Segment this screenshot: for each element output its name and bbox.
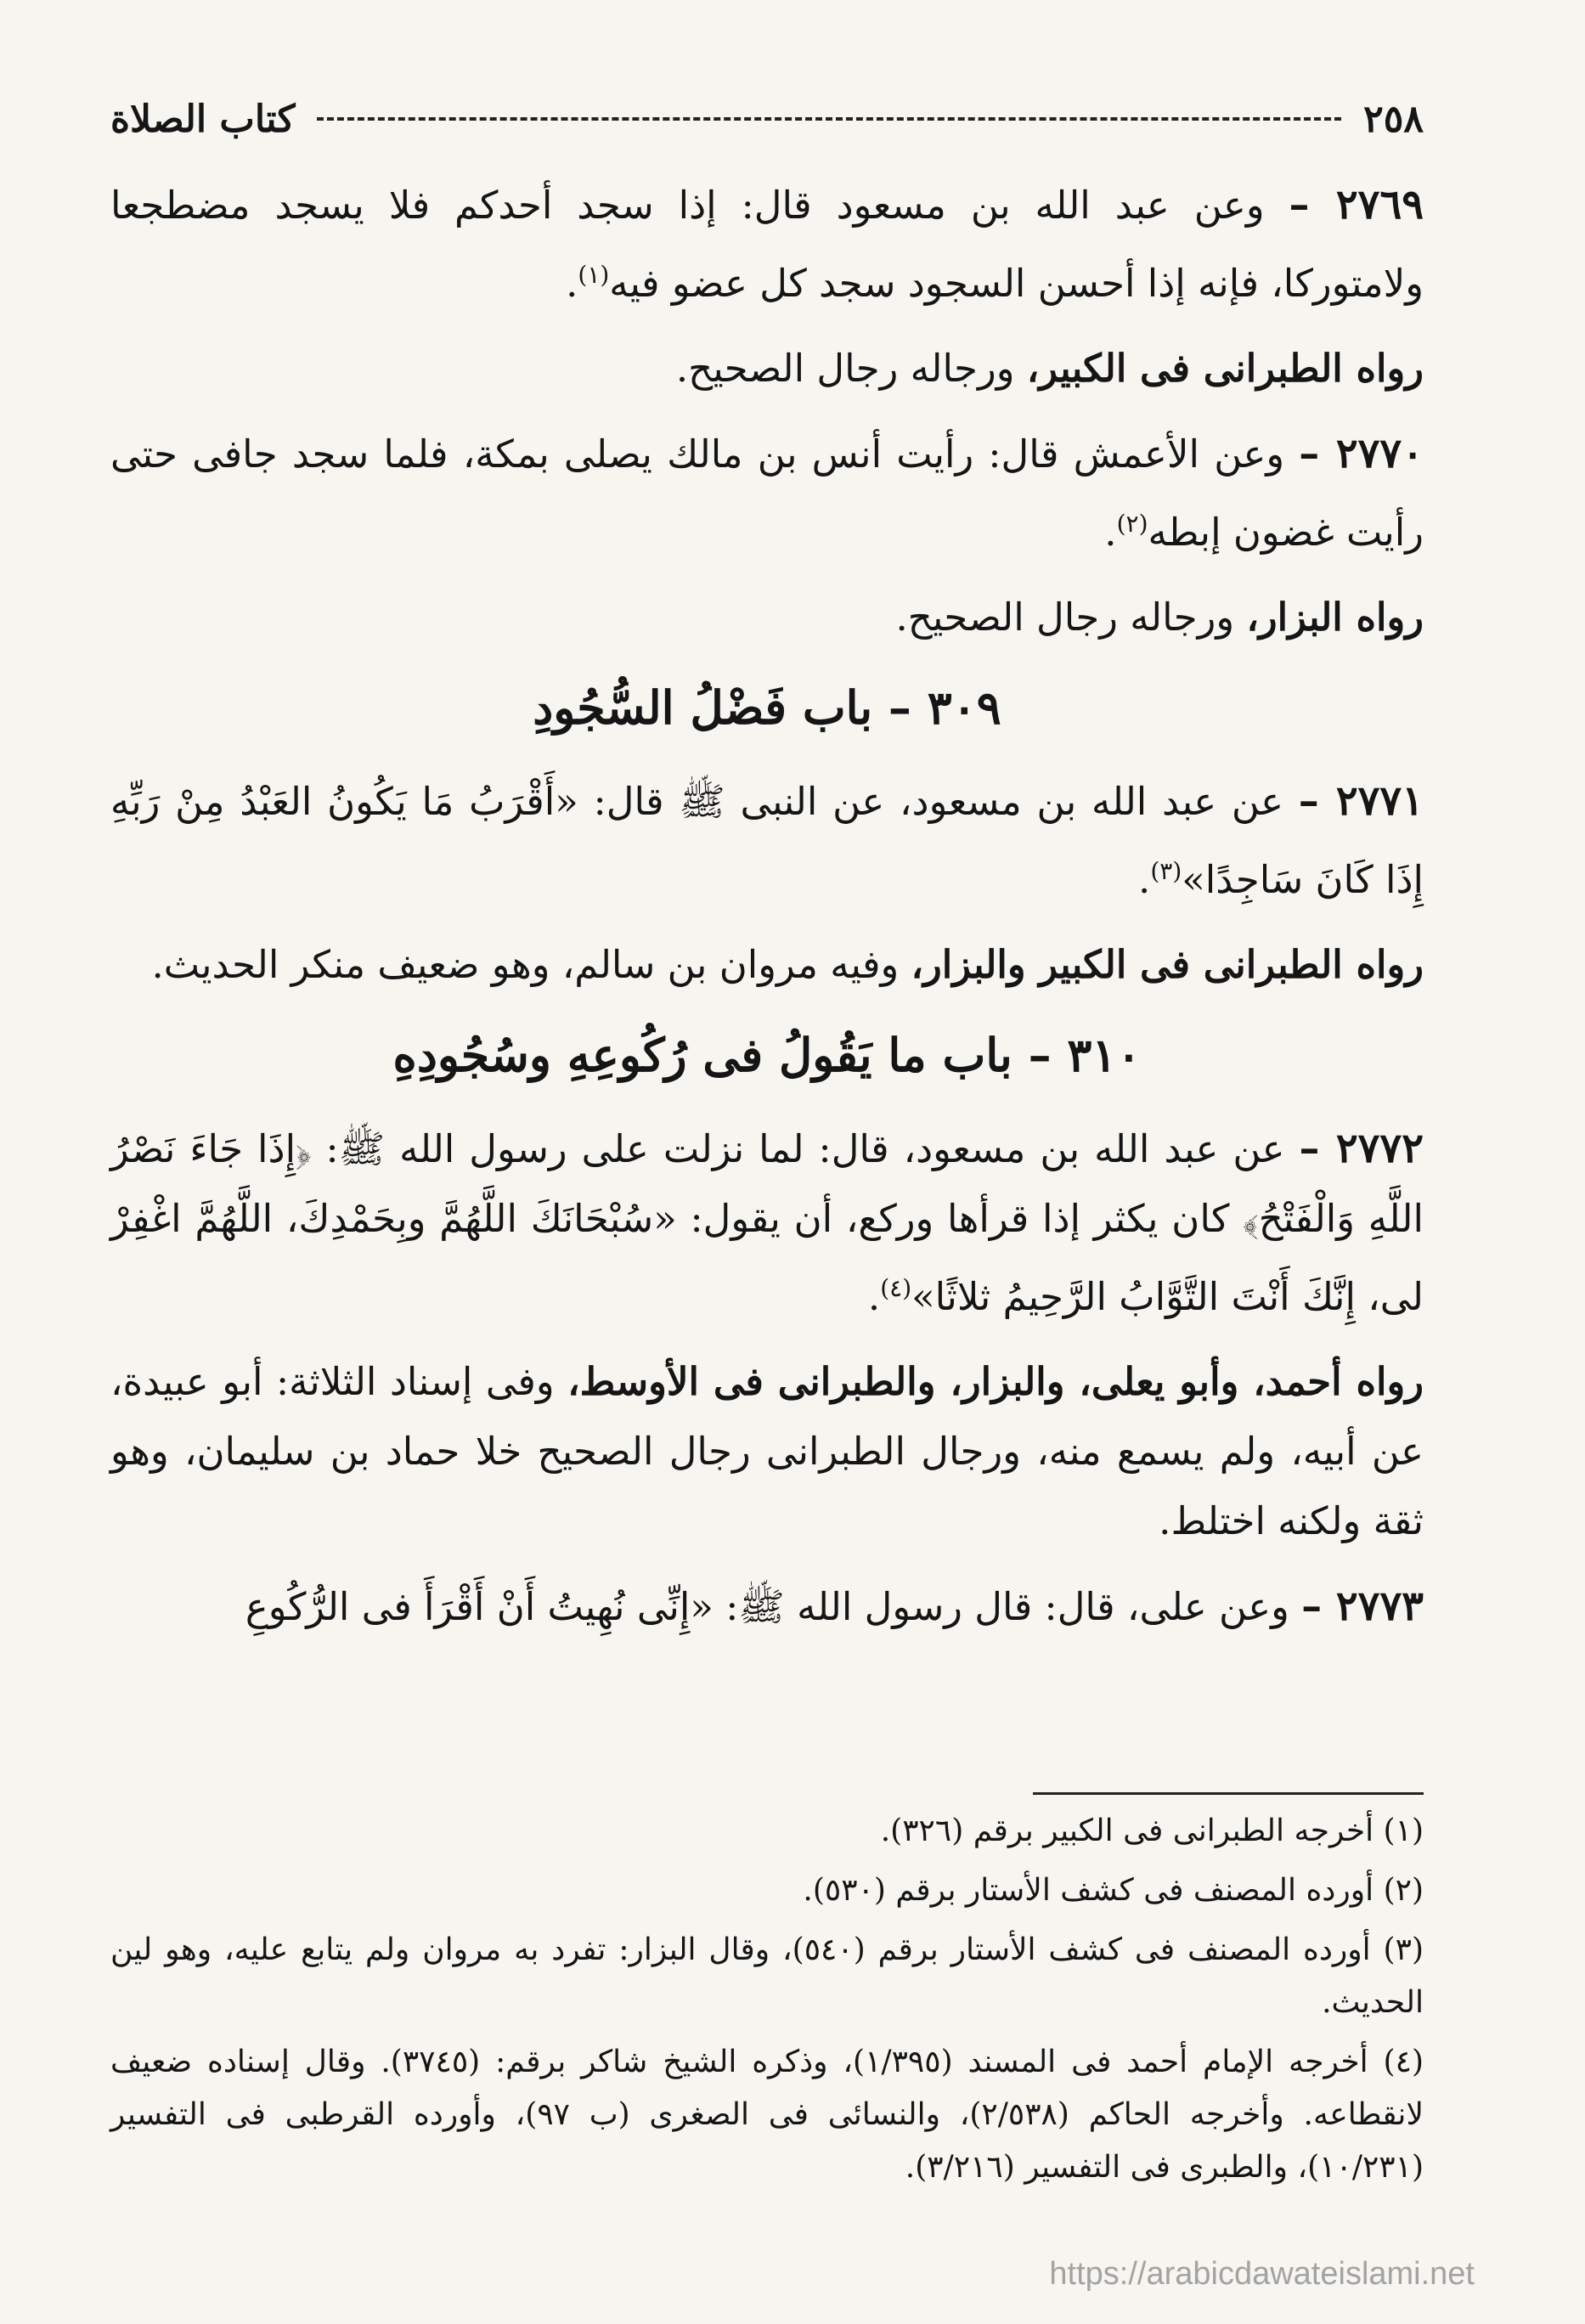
header-dashed-rule xyxy=(317,117,1341,121)
watermark-url: https://arabicdawateislami.net xyxy=(1049,2256,1475,2292)
hadith-2772: ٢٧٧٢ – عن عبد الله بن مسعود، قال: لما نزلت على رسول الله ﷺ: ﴿إِذَا جَاءَ نَصْرُ اللَّهِ وَالْفَتْحُ﴾ كان يكثر إذا قرأها وركع، أن يقول: «سُبْحَانَكَ اللَّهُمَّ وبِحَمْدِكَ، اللَّهُمَّ اغْفِرْ لى، إِنَّكَ أَنْتَ التَّوَّابُ الرَّحِيمُ ثلاثًا»$^{(٤)}$. xyxy=(110,1125,1424,1319)
chapter-heading-309: ٣٠٩ – باب فَضْلُ السُّجُودِ xyxy=(533,680,1001,735)
chapter-heading-310: ٣١٠ – باب ما يَقُولُ فى رُكُوعِهِ وسُجُودِهِ xyxy=(392,1028,1142,1082)
main-text xyxy=(110,170,1424,1657)
source-text: وفى إسناد الثلاثة: أبو عبيدة، عن أبيه، ولم يسمع منه، ورجال الطبرانى رجال الصحيح خلا حماد بن سليمان، وهو ثقة ولكنه اختلط. xyxy=(110,1359,1424,1543)
hadith-text: وعن الأعمش قال: رأيت أنس بن مالك يصلى بمكة، فلما سجد جافى حتى رأيت غضون إبطه xyxy=(110,432,1424,555)
footnotes xyxy=(110,1805,1424,2201)
footnote-2: (٢) أورده المصنف فى كشف الأستار برقم (٥٣٠). xyxy=(803,1873,1424,1908)
footnote-1: (١) أخرجه الطبرانى فى الكبير برقم (٣٢٦). xyxy=(880,1814,1424,1848)
hadith-2770-source xyxy=(110,583,1424,652)
hadith-2772-source xyxy=(110,1347,1424,1556)
hadith-2770: ٢٧٧٠ – وعن الأعمش قال: رأيت أنس بن مالك يصلى بمكة، فلما سجد جافى حتى رأيت غضون إبطه$^{(٢)}$. xyxy=(110,430,1424,555)
source-bold: رواه الطبرانى فى الكبير، xyxy=(1026,346,1424,391)
hadith-text: وعن على، قال: قال رسول الله ﷺ: «إِنِّى نُهِيتُ أَنْ أَقْرَأَ فى الرُّكُوعِ xyxy=(245,1584,1289,1629)
footnote-ref: (٣) xyxy=(1150,857,1182,885)
footnote-ref: (٤) xyxy=(880,1274,912,1302)
source-bold: رواه أحمد، وأبو يعلى، والبزار، والطبرانى فى الأوسط، xyxy=(567,1359,1424,1404)
hadith-2769: ٢٧٦٩ – وعن عبد الله بن مسعود قال: إذا سجد أحدكم فلا يسجد مضطجعا ولامتوركا، فإنه إذا أحسن السجود سجد كل عضو فيه$^{(١)}$. xyxy=(110,181,1424,306)
footnote-4: (٤) أخرجه الإمام أحمد فى المسند (١/٣٩٥)، وذكره الشيخ شاكر برقم: (٣٧٤٥). وقال إسناده ضعيف لانقطاعه. وأخرجه الحاكم (٢/٥٣٨)، والنسائى فى الصغرى (ب ٩٧)، وأورده القرطبى فى التفسير (١٠/٢٣١)، والطبرى فى التفسير (٣/٢١٦). xyxy=(110,2045,1424,2185)
hadith-2771-source xyxy=(110,930,1424,1000)
hadith-2773 xyxy=(110,1571,1424,1642)
hadith-number: ٢٧٧١ – xyxy=(1298,777,1424,825)
source-text: ورجاله رجال الصحيح. xyxy=(895,595,1235,640)
hadith-number: ٢٧٦٩ – xyxy=(1289,181,1424,228)
source-text: وفيه مروان بن سالم، وهو ضعيف منكر الحديث. xyxy=(151,942,900,987)
page-number: ٢٥٨ xyxy=(1363,97,1424,141)
source-bold: رواه البزار، xyxy=(1246,595,1424,640)
page-header xyxy=(110,93,1424,144)
source-bold: رواه الطبرانى فى الكبير والبزار، xyxy=(911,942,1424,987)
hadith-text: عن عبد الله بن مسعود، عن النبى ﷺ قال: «أَقْرَبُ مَا يَكُونُ العَبْدُ مِنْ رَبِّهِ إِذَا كَانَ سَاجِدًا» xyxy=(110,779,1424,902)
hadith-text: عن عبد الله بن مسعود، قال: لما نزلت على رسول الله ﷺ: ﴿إِذَا جَاءَ نَصْرُ اللَّهِ وَالْفَتْحُ﴾ كان يكثر إذا قرأها وركع، أن يقول: «سُبْحَانَكَ اللَّهُمَّ وبِحَمْدِكَ، اللَّهُمَّ اغْفِرْ لى، إِنَّكَ أَنْتَ التَّوَّابُ الرَّحِيمُ ثلاثًا» xyxy=(110,1126,1424,1319)
hadith-2769-source xyxy=(110,334,1424,403)
hadith-2771: ٢٧٧١ – عن عبد الله بن مسعود، عن النبى ﷺ قال: «أَقْرَبُ مَا يَكُونُ العَبْدُ مِنْ رَبِّهِ إِذَا كَانَ سَاجِدًا»$^{(٣)}$. xyxy=(110,777,1424,902)
book-title: كتاب الصلاة xyxy=(110,97,296,141)
footnote-separator xyxy=(1033,1792,1424,1795)
hadith-number: ٢٧٧٠ – xyxy=(1299,430,1424,477)
hadith-text: وعن عبد الله بن مسعود قال: إذا سجد أحدكم فلا يسجد مضطجعا ولامتوركا، فإنه إذا أحسن السجود سجد كل عضو فيه xyxy=(110,183,1424,306)
footnote-3: (٣) أورده المصنف فى كشف الأستار برقم (٥٤٠)، وقال البزار: تفرد به مروان ولم يتابع عليه، وهو لين الحديث. xyxy=(110,1932,1424,2020)
hadith-number: ٢٧٧٢ – xyxy=(1299,1125,1424,1172)
footnote-ref: (٢) xyxy=(1116,510,1148,538)
hadith-number: ٢٧٧٣ – xyxy=(1301,1582,1424,1630)
source-text: ورجاله رجال الصحيح. xyxy=(675,346,1015,391)
footnote-ref: (١) xyxy=(578,261,610,289)
